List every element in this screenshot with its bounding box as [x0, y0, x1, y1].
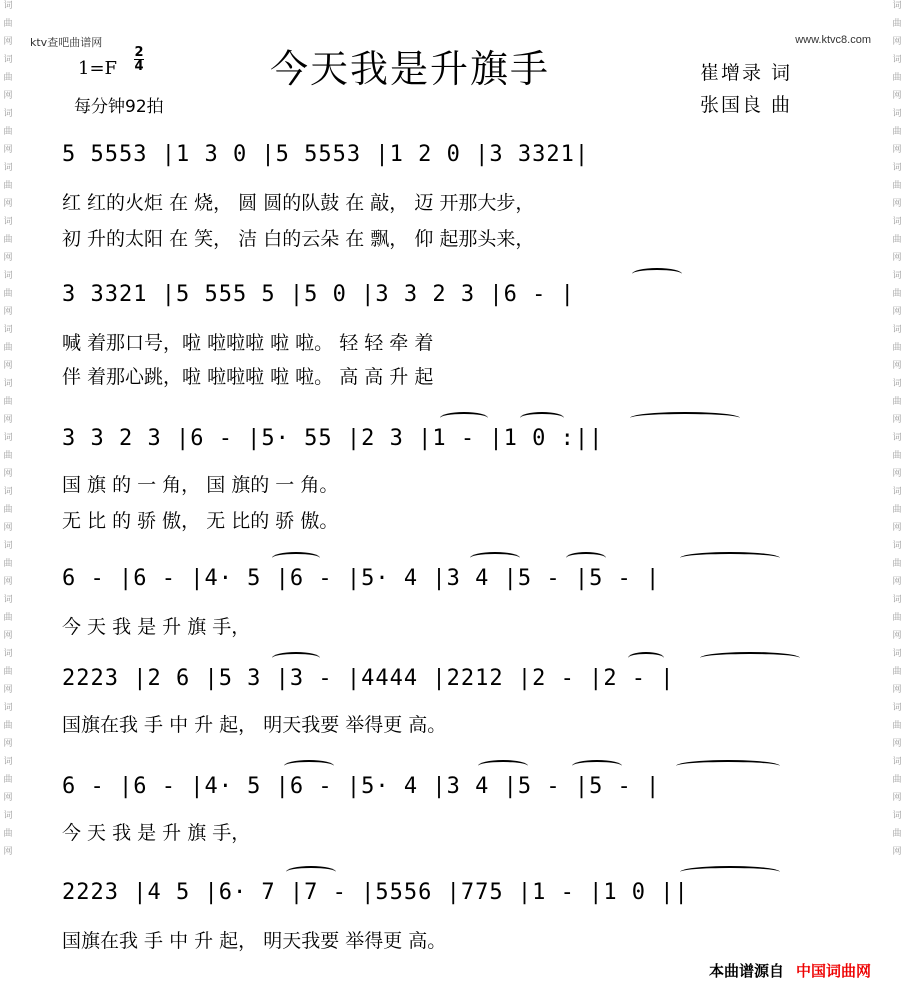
tie-arc [478, 760, 528, 772]
time-signature-bottom: 4 [134, 59, 144, 74]
side-watermark-char: 词 [892, 379, 902, 389]
side-watermark-char: 网 [892, 145, 902, 155]
side-watermark-char: 曲 [892, 181, 902, 191]
lyric-line-3a: 国 旗 的 一 角， 国 旗的 一 角。 [62, 474, 339, 496]
side-watermark-char: 词 [3, 325, 13, 335]
side-watermark-char: 网 [892, 361, 902, 371]
side-watermark-char: 网 [892, 91, 902, 101]
side-watermark-char: 词 [3, 163, 13, 173]
lyric-line-4: 今 天 我 是 升 旗 手， [62, 616, 251, 638]
side-watermark-char: 曲 [3, 505, 13, 515]
side-watermark-char: 曲 [3, 775, 13, 785]
tie-arc [630, 412, 740, 424]
time-signature-top: 2 [134, 45, 144, 60]
side-watermark-char: 网 [3, 361, 13, 371]
side-watermark-char: 网 [892, 253, 902, 263]
side-watermark-char: 词 [892, 217, 902, 227]
side-watermark-char: 词 [892, 109, 902, 119]
right-watermark-strip [889, 0, 905, 1007]
side-watermark-char: 网 [3, 307, 13, 317]
notation-line-5: 2223 |2 6 |5 3 |3 - |4444 |2212 |2 - |2 - | [62, 666, 675, 691]
side-watermark-char: 网 [892, 847, 902, 857]
notation-line-1: 5 5553 |1 3 0 |5 5553 |1 2 0 |3 3321| [62, 142, 590, 167]
tie-arc [284, 760, 334, 772]
side-watermark-char: 曲 [892, 505, 902, 515]
side-watermark-char: 网 [892, 577, 902, 587]
source-site: 中国词曲网 [795, 962, 871, 980]
side-watermark-char: 曲 [3, 559, 13, 569]
site-watermark-left: ktv查吧曲谱网 [30, 36, 103, 49]
side-watermark-char: 曲 [3, 127, 13, 137]
side-watermark-char: 曲 [892, 19, 902, 29]
lyric-line-2b: 伴 着那心跳，啦 啦啦啦 啦 啦。 高 高 升 起 [62, 366, 434, 388]
side-watermark-char: 词 [3, 271, 13, 281]
composer-credit: 张国良 曲 [700, 94, 793, 116]
side-watermark-char: 网 [3, 469, 13, 479]
song-title: 今天我是升旗手 [270, 47, 551, 91]
lyric-line-6: 今 天 我 是 升 旗 手， [62, 822, 251, 844]
side-watermark-char: 曲 [892, 289, 902, 299]
tie-arc [286, 866, 336, 878]
side-watermark-char: 网 [892, 37, 902, 47]
lyricist-credit: 崔增录 词 [700, 62, 793, 84]
tie-arc [676, 760, 780, 772]
side-watermark-char: 网 [3, 253, 13, 263]
lyric-line-1b: 初 升的太阳 在 笑， 洁 白的云朵 在 飘， 仰 起那头来， [62, 228, 535, 250]
side-watermark-char: 曲 [892, 667, 902, 677]
side-watermark-char: 网 [3, 145, 13, 155]
side-watermark-char: 网 [892, 307, 902, 317]
side-watermark-char: 曲 [892, 127, 902, 137]
tie-arc [520, 412, 564, 424]
side-watermark-char: 词 [892, 811, 902, 821]
tie-arc [272, 552, 320, 564]
notation-line-3: 3 3 2 3 |6 - |5· 55 |2 3 |1 - |1 0 :|| [62, 426, 604, 451]
source-label: 本曲谱源自 [708, 962, 784, 980]
side-watermark-char: 词 [3, 109, 13, 119]
side-watermark-char: 曲 [3, 613, 13, 623]
side-watermark-char: 网 [3, 631, 13, 641]
side-watermark-char: 词 [892, 1, 902, 11]
side-watermark-char: 曲 [892, 775, 902, 785]
lyric-line-7: 国旗在我 手 中 升 起， 明天我要 举得更 高。 [62, 930, 447, 952]
side-watermark-char: 曲 [892, 613, 902, 623]
side-watermark-char: 曲 [892, 559, 902, 569]
side-watermark-char: 词 [892, 703, 902, 713]
side-watermark-char: 网 [892, 685, 902, 695]
side-watermark-char: 曲 [892, 343, 902, 353]
side-watermark-char: 网 [892, 199, 902, 209]
side-watermark-char: 网 [3, 199, 13, 209]
lyric-line-1a: 红 红的火炬 在 烧， 圆 圆的队鼓 在 敲， 迈 开那大步， [62, 192, 535, 214]
tie-arc [632, 268, 682, 280]
left-watermark-strip [0, 0, 16, 1007]
key-signature: 1=F [78, 58, 118, 79]
side-watermark-char: 曲 [892, 235, 902, 245]
lyric-line-2a: 喊 着那口号，啦 啦啦啦 啦 啦。 轻 轻 牵 着 [62, 332, 434, 354]
time-signature [134, 46, 144, 73]
notation-line-6: 6 - |6 - |4· 5 |6 - |5· 4 |3 4 |5 - |5 - | [62, 774, 661, 799]
side-watermark-char: 词 [3, 649, 13, 659]
side-watermark-char: 词 [3, 487, 13, 497]
side-watermark-char: 词 [3, 595, 13, 605]
side-watermark-char: 词 [892, 541, 902, 551]
side-watermark-char: 曲 [892, 73, 902, 83]
tempo-marking: 每分钟92拍 [74, 97, 164, 117]
side-watermark-char: 词 [3, 217, 13, 227]
side-watermark-char: 曲 [3, 667, 13, 677]
side-watermark-char: 词 [892, 271, 902, 281]
tie-arc [700, 652, 800, 664]
tie-arc [566, 552, 606, 564]
side-watermark-char: 曲 [3, 397, 13, 407]
side-watermark-char: 网 [3, 37, 13, 47]
side-watermark-char: 曲 [892, 829, 902, 839]
side-watermark-char: 网 [892, 415, 902, 425]
side-watermark-char: 曲 [3, 289, 13, 299]
side-watermark-char: 网 [3, 523, 13, 533]
side-watermark-char: 网 [892, 739, 902, 749]
side-watermark-char: 网 [3, 847, 13, 857]
side-watermark-char: 网 [892, 469, 902, 479]
side-watermark-char: 曲 [3, 451, 13, 461]
side-watermark-char: 网 [3, 685, 13, 695]
site-watermark-right: www.ktvc8.com [795, 34, 871, 46]
side-watermark-char: 词 [3, 811, 13, 821]
side-watermark-char: 词 [892, 325, 902, 335]
source-credit [709, 960, 871, 981]
side-watermark-char: 网 [3, 577, 13, 587]
tie-arc [440, 412, 488, 424]
lyric-line-5: 国旗在我 手 中 升 起， 明天我要 举得更 高。 [62, 714, 447, 736]
side-watermark-char: 曲 [3, 235, 13, 245]
tie-arc [628, 652, 664, 664]
side-watermark-char: 词 [892, 757, 902, 767]
side-watermark-char: 词 [3, 703, 13, 713]
side-watermark-char: 词 [892, 649, 902, 659]
side-watermark-char: 词 [892, 163, 902, 173]
notation-line-4: 6 - |6 - |4· 5 |6 - |5· 4 |3 4 |5 - |5 - | [62, 566, 661, 591]
side-watermark-char: 曲 [892, 397, 902, 407]
side-watermark-char: 曲 [3, 829, 13, 839]
side-watermark-char: 曲 [892, 721, 902, 731]
side-watermark-char: 词 [3, 1, 13, 11]
notation-line-2: 3 3321 |5 555 5 |5 0 |3 3 2 3 |6 - | [62, 282, 575, 307]
side-watermark-char: 词 [3, 55, 13, 65]
tie-arc [272, 652, 320, 664]
side-watermark-char: 网 [3, 793, 13, 803]
side-watermark-char: 词 [892, 433, 902, 443]
tie-arc [680, 866, 780, 878]
lyric-line-3b: 无 比 的 骄 傲， 无 比的 骄 傲。 [62, 510, 339, 532]
side-watermark-char: 曲 [3, 181, 13, 191]
side-watermark-char: 词 [3, 757, 13, 767]
notation-line-7: 2223 |4 5 |6· 7 |7 - |5556 |775 |1 - |1 0 || [62, 880, 689, 905]
tie-arc [680, 552, 780, 564]
side-watermark-char: 曲 [3, 721, 13, 731]
side-watermark-char: 网 [3, 739, 13, 749]
side-watermark-char: 词 [892, 55, 902, 65]
side-watermark-char: 词 [3, 541, 13, 551]
side-watermark-char: 词 [3, 433, 13, 443]
side-watermark-char: 网 [892, 793, 902, 803]
side-watermark-char: 网 [3, 91, 13, 101]
side-watermark-char: 曲 [3, 19, 13, 29]
tie-arc [470, 552, 520, 564]
side-watermark-char: 网 [892, 631, 902, 641]
side-watermark-char: 词 [892, 487, 902, 497]
side-watermark-char: 曲 [3, 343, 13, 353]
side-watermark-char: 词 [3, 379, 13, 389]
tie-arc [572, 760, 622, 772]
side-watermark-char: 网 [892, 523, 902, 533]
side-watermark-char: 网 [3, 415, 13, 425]
side-watermark-char: 曲 [3, 73, 13, 83]
side-watermark-char: 曲 [892, 451, 902, 461]
side-watermark-char: 词 [892, 595, 902, 605]
